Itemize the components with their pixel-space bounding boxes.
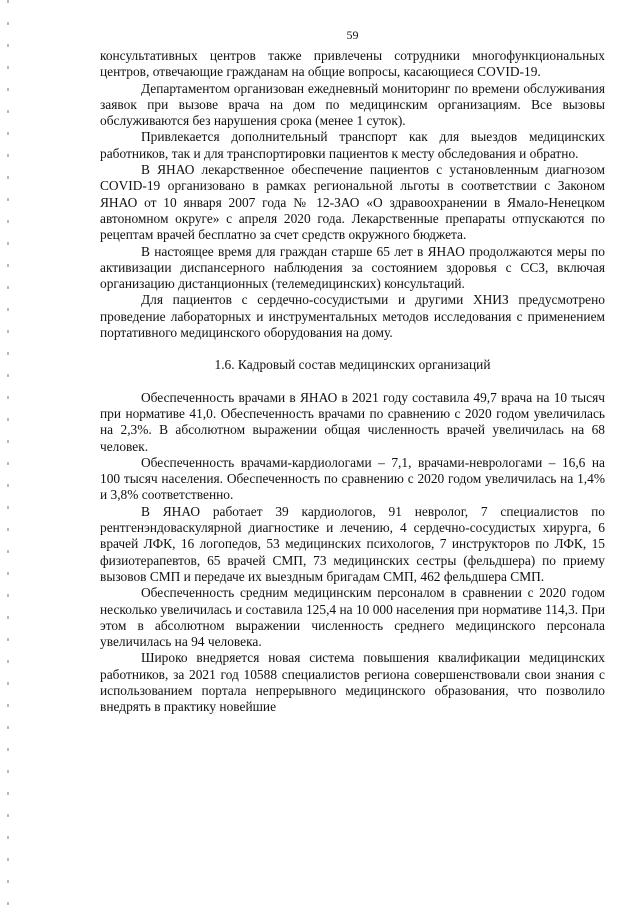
paragraph: В ЯНАО лекарственное обеспечение пациентов с установленным диагнозом COVID-19 организовано в рамках региональной льготы в соответствии с Законом ЯНАО от 10 января 2007 года № 12-ЗАО «О здравоохранении в Ямало-Ненецком автономном округе» с апреля 2020 года. Лекарственные препараты отпускаются по рецептам врачей бесплатно за счет средств окружного бюджета. — [100, 162, 605, 243]
paragraph: В настоящее время для граждан старше 65 лет в ЯНАО продолжаются меры по активизации диспансерного наблюдения за состоянием здоровья с ССЗ, включая организацию дистанционных (телемедицинских) консультаций. — [100, 243, 605, 292]
paragraph: Департаментом организован ежедневный мониторинг по времени обслуживания заявок при вызове врача на дом по медицинским организациям. Все вызовы обслуживаются без нарушения срока (менее 1 суток). — [100, 80, 605, 129]
paragraph: Для пациентов с сердечно-сосудистыми и другими ХНИЗ предусмотрено проведение лабораторных и инструментальных методов исследования с применением портативного медицинского оборудования на дому. — [100, 292, 605, 341]
document-page — [100, 28, 605, 716]
paragraph: Широко внедряется новая система повышения квалификации медицинских работников, за 2021 год 10588 специалистов региона совершенствовали свои знания с использованием портала непрерывного медицинского образования, что позволило внедрять в практику новейшие — [100, 650, 605, 715]
scan-edge-marks — [7, 0, 9, 905]
paragraph: консультативных центров также привлечены сотрудники многофункциональных центров, отвечающие гражданам на общие вопросы, касающиеся COVID-19. — [100, 48, 605, 80]
page-number: 59 — [346, 28, 359, 42]
paragraph: Обеспеченность средним медицинским персоналом в сравнении с 2020 годом несколько увеличилась и составила 125,4 на 10 000 населения при нормативе 114,3. При этом в абсолютном выражении численность среднего медицинского персонала увеличилась на 94 человека. — [100, 585, 605, 650]
section-heading: 1.6. Кадровый состав медицинских организаций — [214, 357, 491, 373]
paragraph: Обеспеченность врачами-кардиологами – 7,1, врачами-неврологами – 16,6 на 100 тысяч населения. Обеспеченность по сравнению с 2020 годом увеличилась на 1,4% и 3,8% соответственно. — [100, 454, 605, 503]
paragraph: В ЯНАО работает 39 кардиологов, 91 невролог, 7 специалистов по рентгенэндоваскулярной диагностике и лечению, 4 сердечно-сосудистых хирурга, 6 врачей ЛФК, 16 логопедов, 53 медицинских психологов, 7 инструкторов по ЛФК, 15 физиотерапевтов, 65 врачей СМП, 73 медицинских сестры (фельдшера) по приему вызовов СМП и передаче их выездным бригадам СМП, 462 фельдшера СМП. — [100, 503, 605, 584]
paragraph: Привлекается дополнительный транспорт как для выездов медицинских работников, так и для транспортировки пациентов к месту обследования и обратно. — [100, 129, 605, 161]
paragraph: Обеспеченность врачами в ЯНАО в 2021 году составила 49,7 врача на 10 тысяч при нормативе 41,0. Обеспеченность врачами по сравнению с 2020 годом увеличилась на 2,3%. В абсолютном выражении общая численность врачей увеличилась на 68 человек. — [100, 389, 605, 454]
